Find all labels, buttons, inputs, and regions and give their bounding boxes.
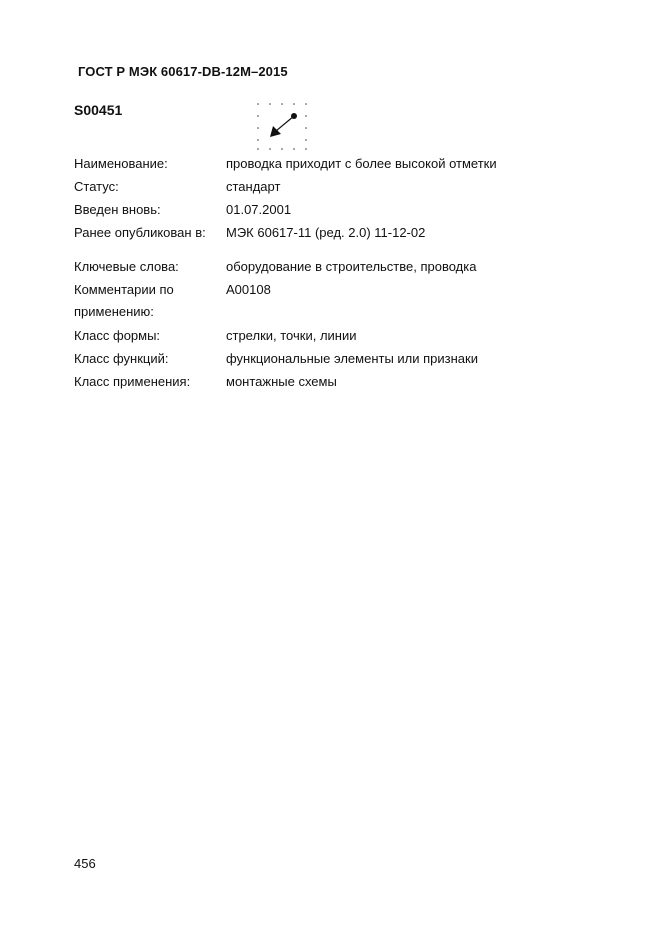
field-value: 01.07.2001	[226, 202, 292, 217]
field-label: Наименование:	[74, 156, 168, 171]
field-value: монтажные схемы	[226, 374, 337, 389]
field-label: Класс применения:	[74, 374, 191, 389]
field-value: стрелки, точки, линии	[226, 328, 357, 343]
arrow-with-dot-icon	[254, 100, 310, 152]
field-value: МЭК 60617-11 (ред. 2.0) 11-12-02	[226, 225, 426, 240]
field-label: Статус:	[74, 179, 119, 194]
field-label: Класс функций:	[74, 351, 169, 366]
field-value: оборудование в строительстве, проводка	[226, 259, 477, 274]
field-value: функциональные элементы или признаки	[226, 351, 478, 366]
field-label: Ранее опубликован в:	[74, 225, 206, 240]
field-label: Ключевые слова:	[74, 259, 179, 274]
field-label: Класс формы:	[74, 328, 161, 343]
field-label: Введен вновь:	[74, 202, 161, 217]
field-value: A00108	[226, 282, 271, 297]
field-value: проводка приходит с более высокой отметки	[226, 156, 497, 171]
symbol-id: S00451	[74, 102, 123, 118]
page-number: 456	[74, 856, 96, 871]
field-label: Комментарии по применению:	[74, 282, 174, 319]
field-value: стандарт	[226, 179, 281, 194]
document-header: ГОСТ Р МЭК 60617-DB-12M–2015	[78, 64, 288, 79]
